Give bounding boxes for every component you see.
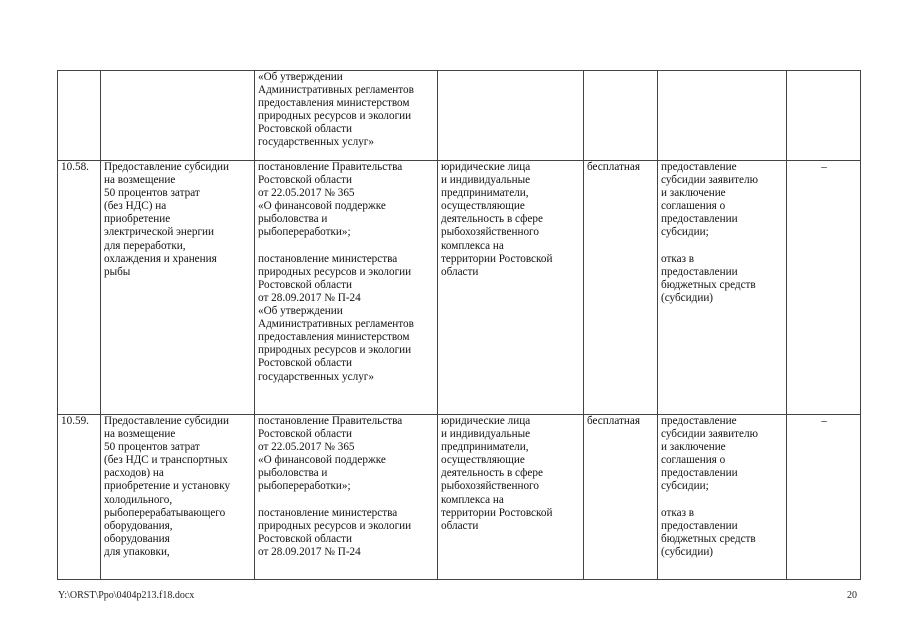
table-row xyxy=(58,415,861,580)
cost-cell: бесплатная xyxy=(584,415,658,580)
note-cell xyxy=(787,71,861,161)
note-cell: – xyxy=(787,161,861,415)
service-name-cell: Предоставление субсидии на возмещение 50 процентов затрат (без НДС и транспортных расходов) на приобретение и установку холодильного, рыбоперерабатывающего оборудования, оборудования для упаковки, xyxy=(101,415,255,580)
result-cell: предоставление субсидии заявителю и заключение соглашения о предоставлении субсидии; отказ в предоставлении бюджетных средств (субсидии) xyxy=(658,415,787,580)
legal-basis-cell: постановление Правительства Ростовской области от 22.05.2017 № 365 «О финансовой поддержке рыболовства и рыбопереработки»; постановление министерства природных ресурсов и экологии Ростовской области от 28.09.2017 № П-24 xyxy=(255,415,438,580)
table-row xyxy=(58,161,861,415)
row-number: 10.59. xyxy=(58,415,101,580)
service-name-cell xyxy=(101,71,255,161)
services-table xyxy=(57,70,861,580)
row-number xyxy=(58,71,101,161)
result-cell xyxy=(658,71,787,161)
row-number: 10.58. xyxy=(58,161,101,415)
service-name-cell: Предоставление субсидии на возмещение 50 процентов затрат (без НДС) на приобретение электрической энергии для переработки, охлаждения и хранения рыбы xyxy=(101,161,255,415)
recipients-cell: юридические лица и индивидуальные предприниматели, осуществляющие деятельность в сфере рыбохозяйственного комплекса на территории Ростовской области xyxy=(438,415,584,580)
result-cell: предоставление субсидии заявителю и заключение соглашения о предоставлении субсидии; отказ в предоставлении бюджетных средств (субсидии) xyxy=(658,161,787,415)
page-number: 20 xyxy=(847,590,857,601)
table-row xyxy=(58,71,861,161)
recipients-cell xyxy=(438,71,584,161)
cost-cell xyxy=(584,71,658,161)
note-cell: – xyxy=(787,415,861,580)
recipients-cell: юридические лица и индивидуальные предприниматели, осуществляющие деятельность в сфере рыбохозяйственного комплекса на территории Ростовской области xyxy=(438,161,584,415)
cost-cell: бесплатная xyxy=(584,161,658,415)
file-path-footer: Y:\ORST\Ppo\0404p213.f18.docx xyxy=(58,590,195,601)
legal-basis-cell: «Об утверждении Административных регламентов предоставления министерством природных ресурсов и экологии Ростовской области государственных услуг» xyxy=(255,71,438,161)
legal-basis-cell: постановление Правительства Ростовской области от 22.05.2017 № 365 «О финансовой поддержке рыболовства и рыбопереработки»; постановление министерства природных ресурсов и экологии Ростовской области от 28.09.2017 № П-24 «Об утверждении Административных регламентов предоставления министерством природных ресурсов и экологии Ростовской области государственных услуг» xyxy=(255,161,438,415)
